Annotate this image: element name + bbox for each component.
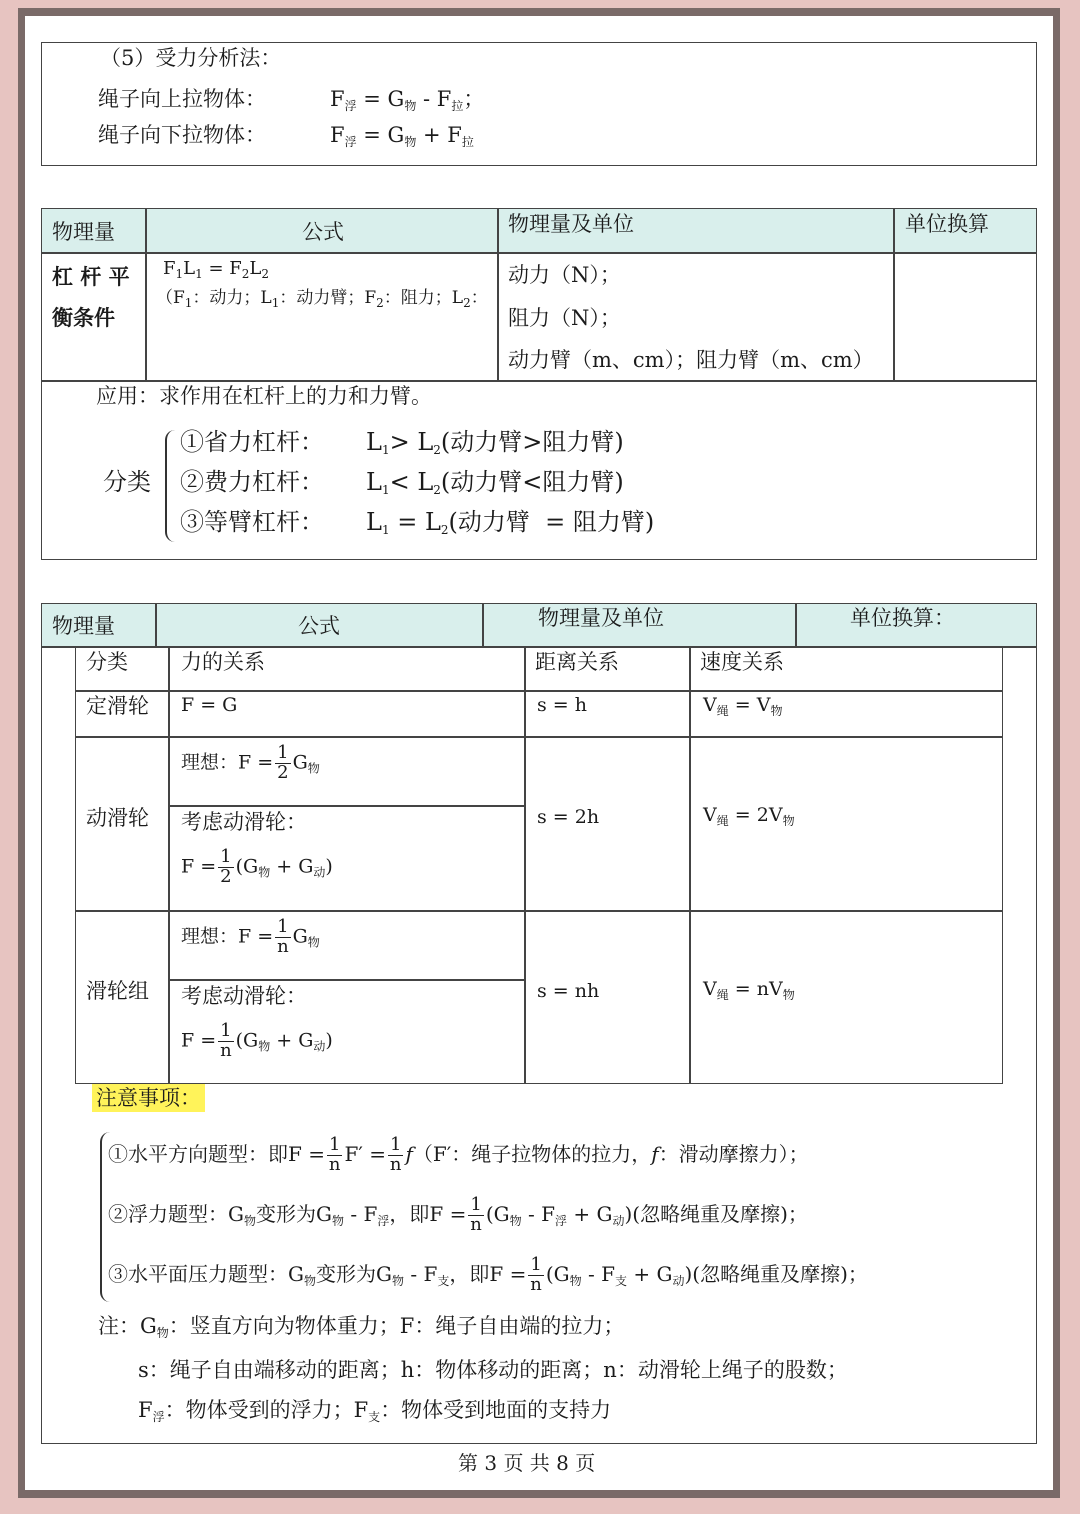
movable-ideal-formula: 理想：F = $\frac{1}{2}$ $G_物$ bbox=[181, 742, 320, 783]
lever-header-conversion: 单位换算 bbox=[905, 212, 989, 236]
lever-class-3-name: ③等臂杠杆： bbox=[180, 508, 324, 536]
fixed-pulley-force: F = G bbox=[181, 694, 238, 716]
lever-class-3-relation: $L_1 = L_2$(动力臂 = 阻力臂) bbox=[366, 508, 655, 537]
movable-consider-label: 考虑动滑轮： bbox=[181, 810, 307, 834]
movable-consider-formula: F = $\frac{1}{2}$ $(G_物 + G_动)$ bbox=[181, 846, 333, 887]
lever-class-1-relation: $L_1> L_2$(动力臂>阻力臂) bbox=[366, 428, 624, 457]
pulley-subheader-distance: 距离关系 bbox=[535, 650, 619, 674]
section5-line2-label: 绳子向下拉物体： bbox=[98, 123, 266, 147]
note-explain-3: $F_浮$：物体受到的浮力；$F_支$：物体受到地面的支持力 bbox=[138, 1398, 612, 1424]
lever-unit-2: 阻力（N）； bbox=[508, 306, 621, 330]
section5-line1-formula: $F_浮 = G_物 - F_拉$； bbox=[330, 87, 485, 113]
page-footer: 第 3 页 共 8 页 bbox=[458, 1451, 596, 1475]
fixed-pulley-distance: s = h bbox=[537, 694, 587, 716]
pulley-group-distance: s = nh bbox=[537, 980, 600, 1002]
lever-classify-label: 分类 bbox=[103, 468, 151, 496]
lever-header-quantity: 物理量 bbox=[52, 220, 115, 244]
lever-formula-note: （$F_1$：动力；$L_1$：动力臂；$F_2$：阻力；$L_2$： bbox=[156, 288, 488, 310]
lever-name-line1: 杠 杆 平 bbox=[52, 264, 130, 289]
note-item-3: ③水平面压力题型：$G_物$变形为$G_物 - F_支$，即F = $\frac{1}{n}$ $(G_物 - F_支 + G_动)$(忽略绳重及摩擦)； bbox=[108, 1254, 868, 1295]
lever-unit-1: 动力（N）； bbox=[508, 263, 621, 287]
section5-title: （5）受力分析法： bbox=[100, 46, 282, 70]
fixed-pulley-speed: $V_绳 = V_物$ bbox=[703, 694, 783, 718]
lever-application: 应用：求作用在杠杆上的力和力臂。 bbox=[96, 384, 432, 408]
pulley-group-speed: $V_绳 = nV_物$ bbox=[703, 978, 795, 1002]
pulley-subheader-force: 力的关系 bbox=[181, 650, 265, 674]
group-consider-label: 考虑动滑轮： bbox=[181, 984, 307, 1008]
pulley-subheader-class: 分类 bbox=[86, 650, 128, 674]
group-ideal-formula: 理想：F = $\frac{1}{n}$ $G_物$ bbox=[181, 916, 320, 957]
movable-pulley-distance: s = 2h bbox=[537, 806, 600, 828]
notes-title: 注意事项： bbox=[92, 1088, 205, 1109]
lever-name-line2: 衡条件 bbox=[52, 305, 115, 330]
note-item-2: ②浮力题型：$G_物$变形为$G_物 - F_浮$，即F = $\frac{1}{n}$ $(G_物 - F_浮 + G_动)$(忽略绳重及摩擦)； bbox=[108, 1194, 808, 1235]
pulley-header-units: 物理量及单位 bbox=[538, 606, 664, 630]
section5-line1-label: 绳子向上拉物体： bbox=[98, 87, 266, 111]
pulley-header-conversion: 单位换算： bbox=[850, 606, 955, 630]
lever-class-2-name: ②费力杠杆： bbox=[180, 468, 324, 496]
lever-unit-3: 动力臂（m、cm）；阻力臂（m、cm） bbox=[508, 348, 874, 372]
section5-line2-formula: $F_浮 = G_物 + F_拉$ bbox=[330, 123, 474, 149]
note-explain-2: s：绳子自由端移动的距离；h：物体移动的距离；n：动滑轮上绳子的股数； bbox=[138, 1358, 848, 1382]
lever-class-1-name: ①省力杠杆： bbox=[180, 428, 324, 456]
group-consider-formula: F = $\frac{1}{n}$ $(G_物 + G_动)$ bbox=[181, 1020, 333, 1061]
lever-header-formula: 公式 bbox=[302, 220, 344, 244]
pulley-header-formula: 公式 bbox=[298, 614, 340, 638]
fixed-pulley-name: 定滑轮 bbox=[86, 694, 149, 718]
lever-header-units: 物理量及单位 bbox=[508, 212, 634, 236]
note-explain-1: 注：$G_物$：竖直方向为物体重力；F：绳子自由端的拉力； bbox=[98, 1314, 625, 1340]
lever-class-2-relation: $L_1< L_2$(动力臂<阻力臂) bbox=[366, 468, 624, 497]
note-item-1: ①水平方向题型：即F = $\frac{1}{n}$ F′ = $\frac{1}{n}$ f（F′：绳子拉物体的拉力，f：滑动摩擦力）； bbox=[108, 1134, 809, 1175]
pulley-subheader-speed: 速度关系 bbox=[700, 650, 784, 674]
classify-brace bbox=[165, 430, 177, 542]
lever-formula: $F_1L_1 = F_2L_2$ bbox=[163, 258, 269, 281]
movable-pulley-name: 动滑轮 bbox=[86, 806, 149, 830]
pulley-header-quantity: 物理量 bbox=[52, 614, 115, 638]
pulley-group-name: 滑轮组 bbox=[86, 979, 149, 1003]
movable-pulley-speed: $V_绳 = 2V_物$ bbox=[703, 804, 795, 828]
